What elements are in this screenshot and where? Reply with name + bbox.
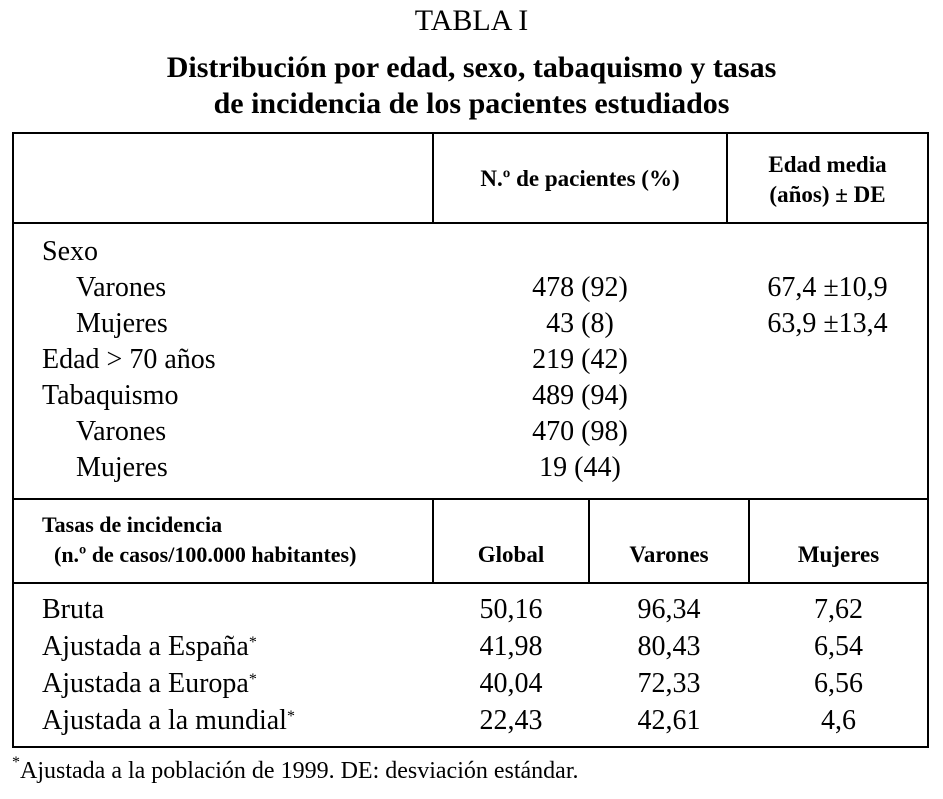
header-global: Global: [477, 542, 545, 567]
rate-label-mark: *: [286, 708, 295, 725]
rate-global: 41,98: [479, 631, 543, 662]
rate-label-text: Ajustada a la mundial: [42, 705, 287, 736]
footnote-mark: *: [12, 754, 20, 771]
divider: [14, 222, 927, 224]
rate-varones: 96,34: [637, 594, 701, 625]
header-mujeres: Mujeres: [797, 542, 880, 567]
rate-global: 50,16: [479, 594, 543, 625]
rate-varones: 42,61: [637, 705, 701, 736]
rate-label: [42, 703, 295, 739]
rate-global: 40,04: [479, 668, 543, 699]
footnote: [12, 754, 579, 785]
row-age: 63,9 ±13,4: [767, 308, 888, 339]
row-patients: 478 (92): [532, 272, 628, 303]
rate-label-text: Bruta: [42, 594, 105, 625]
rate-mujeres: 4,6: [821, 705, 856, 736]
row-label: Varones: [76, 272, 167, 303]
row-patients: 489 (94): [532, 380, 628, 411]
table-title: TABLA I: [414, 4, 529, 37]
table-frame: [12, 132, 929, 748]
rate-mujeres: 6,56: [814, 668, 863, 699]
row-label: Varones: [76, 416, 167, 447]
rate-label: [42, 629, 257, 665]
divider: [14, 582, 927, 584]
header-age-line-1: Edad media: [768, 152, 887, 177]
header-rates-label: [42, 510, 356, 570]
row-patients: 19 (44): [539, 452, 621, 483]
subtitle-line-2: de incidencia de los pacientes estudiados: [213, 87, 730, 120]
row-label: Edad > 70 años: [42, 344, 216, 375]
header-age-line-2: (años) ± DE: [769, 182, 886, 207]
rate-label-mark: *: [248, 671, 257, 688]
row-label: Mujeres: [76, 308, 168, 339]
rate-label: [42, 666, 257, 702]
subtitle-line-1: Distribución por edad, sexo, tabaquismo y tasas: [166, 51, 777, 84]
row-patients: 43 (8): [546, 308, 614, 339]
rate-label-mark: *: [248, 634, 257, 651]
row-label: Tabaquismo: [42, 380, 179, 411]
header-age: [728, 150, 927, 210]
row-patients: 219 (42): [532, 344, 628, 375]
header-patients-label: N.º de pacientes (%): [480, 166, 680, 191]
header-rates-line-2: (n.º de casos/100.000 habitantes): [54, 542, 357, 567]
header-rates-line-1: Tasas de incidencia: [42, 512, 223, 537]
row-label: Sexo: [42, 236, 98, 267]
rate-label: [42, 592, 104, 628]
table-subtitle: [0, 50, 943, 122]
rate-varones: 80,43: [637, 631, 701, 662]
rate-global: 22,43: [479, 705, 543, 736]
footnote-text: Ajustada a la población de 1999. DE: desviación estándar.: [20, 758, 579, 784]
rate-label-text: Ajustada a España: [42, 631, 249, 662]
row-patients: 470 (98): [532, 416, 628, 447]
row-age: 67,4 ±10,9: [767, 272, 888, 303]
rate-varones: 72,33: [637, 668, 701, 699]
rate-label-text: Ajustada a Europa: [42, 668, 249, 699]
row-label: Mujeres: [76, 452, 168, 483]
rate-mujeres: 6,54: [814, 631, 863, 662]
rate-mujeres: 7,62: [814, 594, 863, 625]
divider: [14, 498, 927, 500]
header-varones: Varones: [629, 542, 709, 567]
header-patients: [434, 164, 726, 194]
